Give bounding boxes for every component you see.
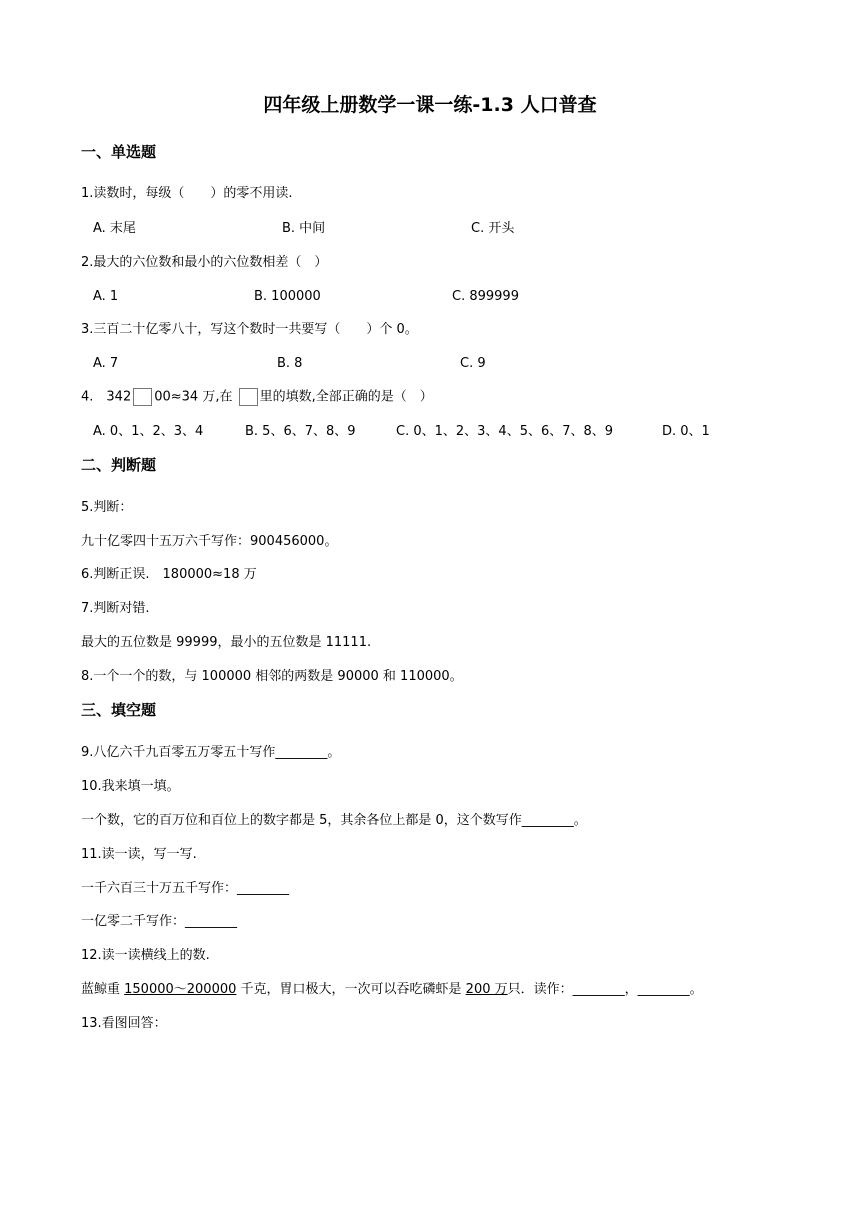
question-1: 1.读数时，每级（ ）的零不用读. xyxy=(81,186,293,201)
q3-option-a[interactable]: A. 7 xyxy=(93,356,119,371)
q1-option-b[interactable]: B. 中间 xyxy=(282,221,326,236)
q1-option-c[interactable]: C. 开头 xyxy=(471,221,515,236)
q3-option-c[interactable]: C. 9 xyxy=(460,356,486,371)
q12-underlined-weight: 150000～200000 xyxy=(124,982,237,997)
question-11-line-1: 一千六百三十万五千写作：________ xyxy=(81,881,290,896)
q4-option-a[interactable]: A. 0、1、2、3、4 xyxy=(93,424,204,439)
q4-option-d[interactable]: D. 0、1 xyxy=(662,424,710,439)
section-heading-fill-blank: 三、填空题 xyxy=(81,701,157,719)
q2-option-b[interactable]: B. 100000 xyxy=(254,289,321,304)
question-11: 11.读一读，写一写. xyxy=(81,847,197,862)
question-10-detail: 一个数，它的百万位和百位上的数字都是 5，其余各位上都是 0，这个数写作________。 xyxy=(81,813,587,828)
question-2: 2.最大的六位数和最小的六位数相差（ ） xyxy=(81,255,328,270)
question-11-line-2: 一亿零二千写作：________ xyxy=(81,914,238,929)
question-7: 7.判断对错. xyxy=(81,601,150,616)
q12-text-1: 蓝鲸重 xyxy=(81,982,125,997)
question-7-detail: 最大的五位数是 99999，最小的五位数是 11111. xyxy=(81,635,372,650)
q4-blank-box xyxy=(133,388,152,406)
question-12: 12.读一读横线上的数. xyxy=(81,948,210,963)
q3-option-b[interactable]: B. 8 xyxy=(277,356,303,371)
question-8: 8.一个一个的数，与 100000 相邻的两数是 90000 和 110000。 xyxy=(81,669,463,684)
question-4 xyxy=(81,388,433,407)
q4-middle: 00≈34 万,在 xyxy=(154,389,233,405)
q2-option-a[interactable]: A. 1 xyxy=(93,289,119,304)
question-10: 10.我来填一填。 xyxy=(81,779,180,794)
q4-option-b[interactable]: B. 5、6、7、8、9 xyxy=(245,424,356,439)
question-5: 5.判断： xyxy=(81,500,133,515)
page-title: 四年级上册数学一课一练-1.3 人口普查 xyxy=(263,94,597,116)
question-5-detail: 九十亿零四十五万六千写作：900456000。 xyxy=(81,534,338,549)
question-9: 9.八亿六千九百零五万零五十写作________。 xyxy=(81,745,341,760)
q4-suffix: 里的填数,全部正确的是（ ） xyxy=(259,389,433,405)
q1-option-a[interactable]: A. 末尾 xyxy=(93,221,136,236)
question-13: 13.看图回答： xyxy=(81,1016,167,1031)
question-6: 6.判断正误. 180000≈18 万 xyxy=(81,567,257,582)
q4-option-c[interactable]: C. 0、1、2、3、4、5、6、7、8、9 xyxy=(396,424,614,439)
section-heading-true-false: 二、判断题 xyxy=(81,456,157,474)
question-3: 3.三百二十亿零八十，写这个数时一共要写（ ）个 0。 xyxy=(81,322,418,337)
section-heading-single-choice: 一、单选题 xyxy=(81,143,157,161)
q12-text-3: 只．读作：________，________。 xyxy=(507,982,703,997)
q12-text-2: 千克，胃口极大，一次可以吞吃磷虾是 xyxy=(236,982,466,997)
q12-underlined-count: 200 万 xyxy=(465,982,508,997)
question-12-detail xyxy=(81,981,703,999)
q4-blank-box-2 xyxy=(239,388,258,406)
q2-option-c[interactable]: C. 899999 xyxy=(452,289,519,304)
q4-prefix: 4. 342 xyxy=(81,389,132,405)
